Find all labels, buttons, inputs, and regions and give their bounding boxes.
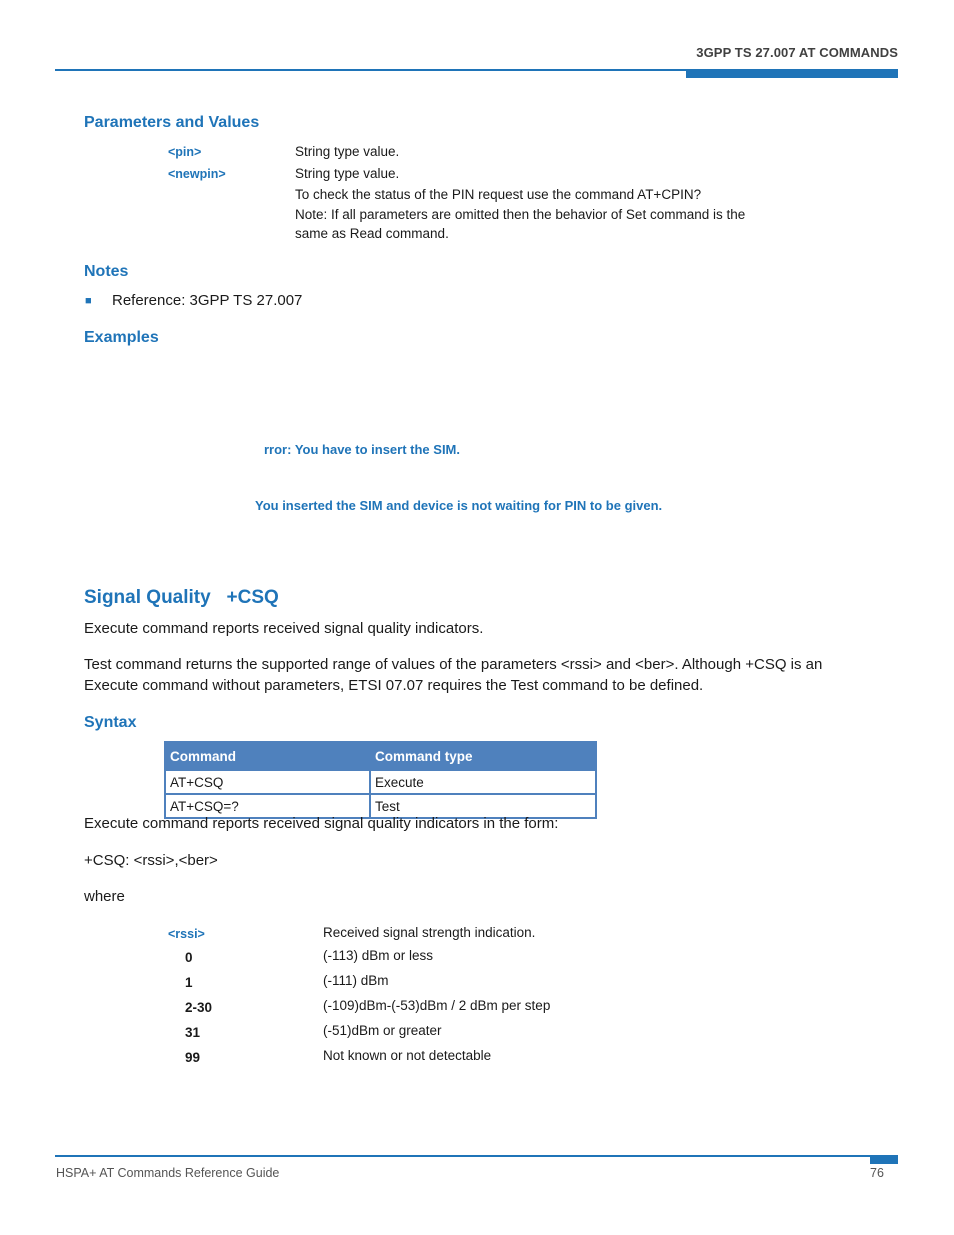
rssi-value-key: 99 (185, 1050, 201, 1065)
table-header-cell: Command (165, 742, 370, 770)
csq-paragraph: Execute command reports received signal quality indicators. (84, 620, 484, 637)
footer-rule (55, 1155, 898, 1157)
running-header: 3GPP TS 27.007 AT COMMANDS (696, 45, 898, 60)
notes-heading: Notes (84, 263, 129, 280)
csq-response-format: +CSQ: <rssi>,<ber> (84, 852, 218, 869)
rssi-value-desc: Not known or not detectable (323, 1048, 492, 1063)
rssi-value-desc: (-113) dBm or less (323, 948, 434, 963)
csq-paragraph: Execute command reports received signal quality indicators in the form: (84, 815, 559, 832)
table-cell: Test (370, 794, 596, 818)
param-pin-desc: String type value. (295, 144, 400, 159)
param-newpin-desc: String type value. (295, 166, 400, 181)
table-cell: Execute (370, 770, 596, 794)
rssi-value-desc: (-111) dBm (323, 973, 389, 988)
rssi-value-key: 1 (185, 975, 193, 990)
notes-item: Reference: 3GPP TS 27.007 (112, 292, 303, 309)
rssi-value-key: 2-30 (185, 1000, 213, 1015)
table-header-row (165, 742, 596, 770)
bullet-icon: ■ (85, 295, 92, 307)
syntax-table (164, 741, 597, 819)
rssi-value-desc: (-109)dBm-(-53)dBm / 2 dBm per step (323, 998, 551, 1013)
table-cell: AT+CSQ (165, 770, 370, 794)
examples-heading: Examples (84, 329, 159, 346)
table-cell: AT+CSQ=? (165, 794, 370, 818)
param-extra-line: Note: If all parameters are omitted then the behavior of Set command is the (295, 207, 746, 222)
rssi-value-key: 31 (185, 1025, 201, 1040)
csq-paragraph: where (84, 888, 125, 905)
section-title: Signal Quality +CSQ (84, 587, 279, 608)
param-newpin-name: <newpin> (168, 167, 226, 181)
table-header-cell: Command type (370, 742, 596, 770)
rssi-param-name: <rssi> (168, 927, 205, 941)
param-extra-line: same as Read command. (295, 226, 449, 241)
example-line: rror: You have to insert the SIM. (264, 442, 460, 457)
footer-accent-bar (870, 1155, 898, 1164)
syntax-heading: Syntax (84, 714, 137, 731)
header-accent-bar (686, 69, 898, 78)
param-extra-line: To check the status of the PIN request use the command AT+CPIN? (295, 187, 702, 202)
params-heading: Parameters and Values (84, 114, 260, 131)
page-number: 76 (870, 1166, 884, 1180)
rssi-param-desc: Received signal strength indication. (323, 925, 536, 940)
param-pin-name: <pin> (168, 145, 202, 159)
csq-paragraph: Execute command without parameters, ETSI 07.07 requires the Test command to be defined. (84, 677, 704, 694)
rssi-value-key: 0 (185, 950, 193, 965)
table-row (165, 770, 596, 794)
footer-title: HSPA+ AT Commands Reference Guide (56, 1166, 280, 1180)
rssi-value-desc: (-51)dBm or greater (323, 1023, 442, 1038)
example-line: You inserted the SIM and device is not waiting for PIN to be given. (255, 498, 663, 513)
csq-paragraph: Test command returns the supported range of values of the parameters <rssi> and <ber>. Although +CSQ is an (84, 656, 823, 673)
